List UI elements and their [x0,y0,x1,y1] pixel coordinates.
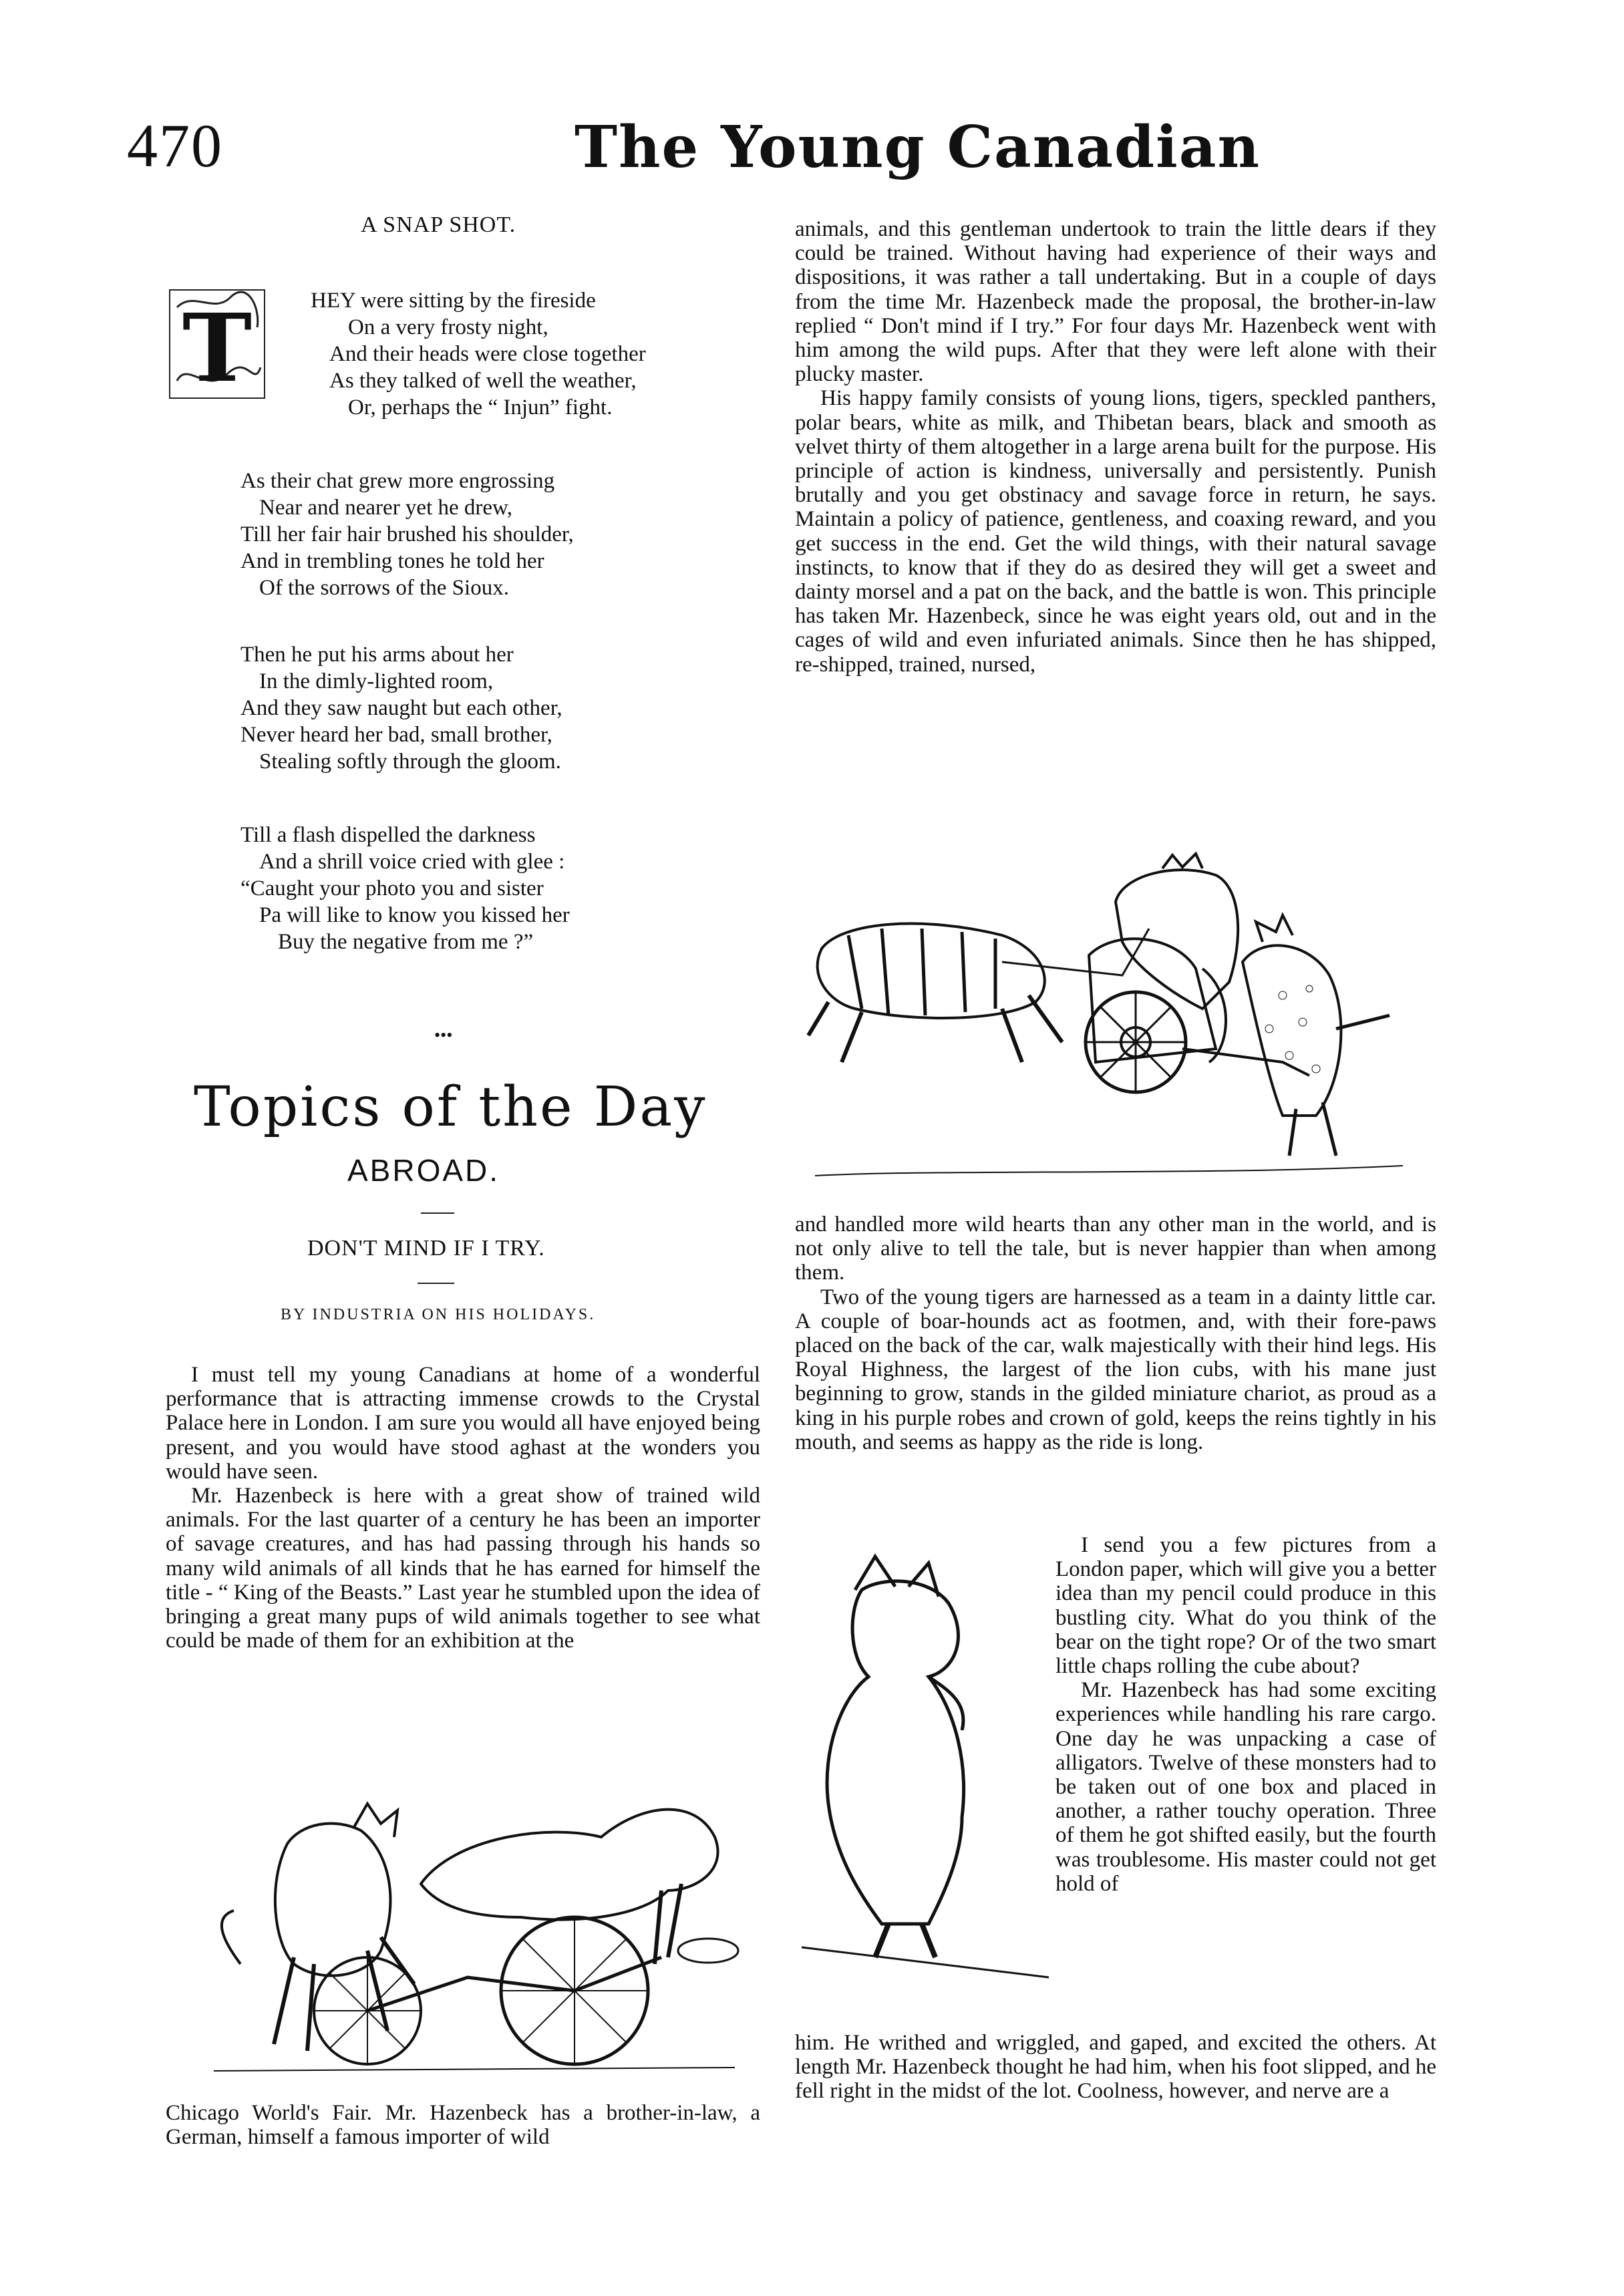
publication-title: The Young Canadian [575,114,1261,181]
right-column-middle [795,1212,1436,1454]
section-subtitle: ABROAD. [347,1153,500,1188]
poem-stanza-2 [240,468,574,601]
poem-stanza-1 [311,287,646,421]
poem-line: Buy the negative from me ?” [278,930,534,954]
paragraph: him. He writhed and wriggled, and gaped, and excited the others. At length Mr. Hazenbeck thought he had him, when his foot slipped, and he fell right in the midst of the lot. Coolness, however, and nerve are a [795,2031,1436,2104]
poem-line: Near and nearer yet he drew, [259,496,512,520]
poem-line: In the dimly-lighted room, [259,669,494,693]
poem-stanza-4 [240,822,570,955]
poem-line: And in trembling tones he told her [240,549,544,573]
paragraph: Mr. Hazenbeck is here with a great show of trained wild animals. For the last quarter of a century he has been an importer of savage creatures, and has had passing through his hands so many wild animals of all kinds that he has earned for himself the title - “ King of the Beasts.” Last year he stumbled upon the idea of bringing a great many pups of wild animals together to see what could be made of them for an exhibition at the [166,1484,760,1653]
poem-line: Never heard her bad, small brother, [240,723,552,747]
poem-line: Or, perhaps the “ Injun” fight. [348,395,613,420]
poem-line: On a very frosty night, [348,315,548,339]
paragraph: I must tell my young Canadians at home of a wonderful performance that is attracting immense crowds to the Crystal Palace here in London. I am sure you would all have enjoyed being present, and you would have stood aghast at the wonders you would have seen. [166,1363,760,1484]
poem-line: And their heads were close together [329,342,646,366]
byline: BY INDUSTRIA ON HIS HOLIDAYS. [281,1306,596,1323]
poem-line: HEY were sitting by the fireside [311,289,596,313]
poem-line: Then he put his arms about her [240,643,514,667]
article-title: DON'T MIND IF I TRY. [307,1236,545,1261]
paragraph: Mr. Hazenbeck has had some exciting experiences while handling his rare cargo. One day he was unpacking a case of alligators. Twelve of these monsters had to be taken out of one box and placed in another, a rather touchy operation. Three of them he got shifted easily, but the fourth was troublesome. His master could not get hold of [1055,1678,1436,1896]
page-number: 470 [127,112,223,180]
poem-line: Till her fair hair brushed his shoulder, [240,522,574,546]
drop-cap [167,287,267,401]
right-narrow-text [1055,1533,1436,1896]
panther-on-bicycle-illustration [200,1764,748,2078]
poem-stanza-3 [240,641,562,775]
paragraph: animals, and this gentleman undertook to train the little dears if they could be trained. Without having had experience of their ways and dispositions, it was rather a tall undertaking. But in a couple of days from the time Mr. Hazenbeck made the proposal, the brother-in-law replied “ Don't mind if I try.” For four days Mr. Hazenbeck went with him among the wild pups. After that they were left alone with their plucky master. [795,217,1436,387]
poem-line: And a shrill voice cried with glee : [259,850,565,874]
poem-line: Pa will like to know you kissed her [259,903,570,927]
divider [418,1283,454,1284]
poem-line: Stealing softly through the gloom. [259,750,561,774]
left-column-text [166,1363,760,1653]
paragraph: I send you a few pictures from a London paper, which will give you a better idea than my pencil could produce in this bustling city. What do you think of the bear on the tight rope? Or of the two smart little chaps rolling the cube about? [1055,1533,1436,1679]
poem-line: As they talked of well the weather, [329,369,637,393]
bear-on-tightrope-illustration [795,1550,1055,1991]
lion-cub-chariot-illustration [802,862,1416,1182]
poem-line: Of the sorrows of the Sioux. [259,576,509,600]
paragraph: Two of the young tigers are harnessed as a team in a dainty little car. A couple of boar-hounds act as footmen, and, with their fore-paws placed on the back of the car, walk majestically with their hind legs. His Royal Highness, the largest of the lion cubs, with his mane just beginning to grow, stands in the gilded miniature chariot, as proud as a king in his purple robes and crown of gold, keeps the reins tightly in his mouth, and seems as happy as the ride is long. [795,1285,1436,1454]
poem-title: A SNAP SHOT. [361,212,516,237]
svg-text:T: T [182,294,253,403]
poem-line: “Caught your photo you and sister [240,876,544,900]
divider [421,1212,454,1214]
drop-cap-ornament-icon [167,287,267,401]
paragraph: and handled more wild hearts than any other man in the world, and is not only alive to tell the tale, but is never happier than when among them. [795,1212,1436,1285]
paragraph: His happy family consists of young lions, tigers, speckled panthers, polar bears, white as milk, and Thibetan bears, black and smooth as velvet thirty of them altogether in a large arena built for the purpose. His principle of action is kindness, universally and persistently. Punish brutally and you get obstinacy and savage force in return, he says. Maintain a policy of patience, gentleness, and coaxing reward, and you get success in the end. Get the wild things, with their natural savage instincts, to know that if they do as desired they will get a sweet and dainty morsel and a pat on the back, and the battle is won. This principle has taken Mr. Hazenbeck, since he was eight years old, out and in the cages of wild and even infuriated animals. Since then he has shipped, re-shipped, trained, nursed, [795,386,1436,677]
paragraph: Chicago World's Fair. Mr. Hazenbeck has a brother-in-law, a German, himself a famous importer of wild [166,2101,760,2150]
right-column-text [795,217,1436,677]
left-column-bottom [166,2101,760,2149]
right-column-bottom [795,2031,1436,2104]
poem-line: And they saw naught but each other, [240,696,562,720]
section-title: Topics of the Day [194,1076,707,1139]
poem-line: As their chat grew more engrossing [240,469,555,493]
section-ornament: ••• [434,1025,453,1045]
poem-line: Till a flash dispelled the darkness [240,823,536,847]
